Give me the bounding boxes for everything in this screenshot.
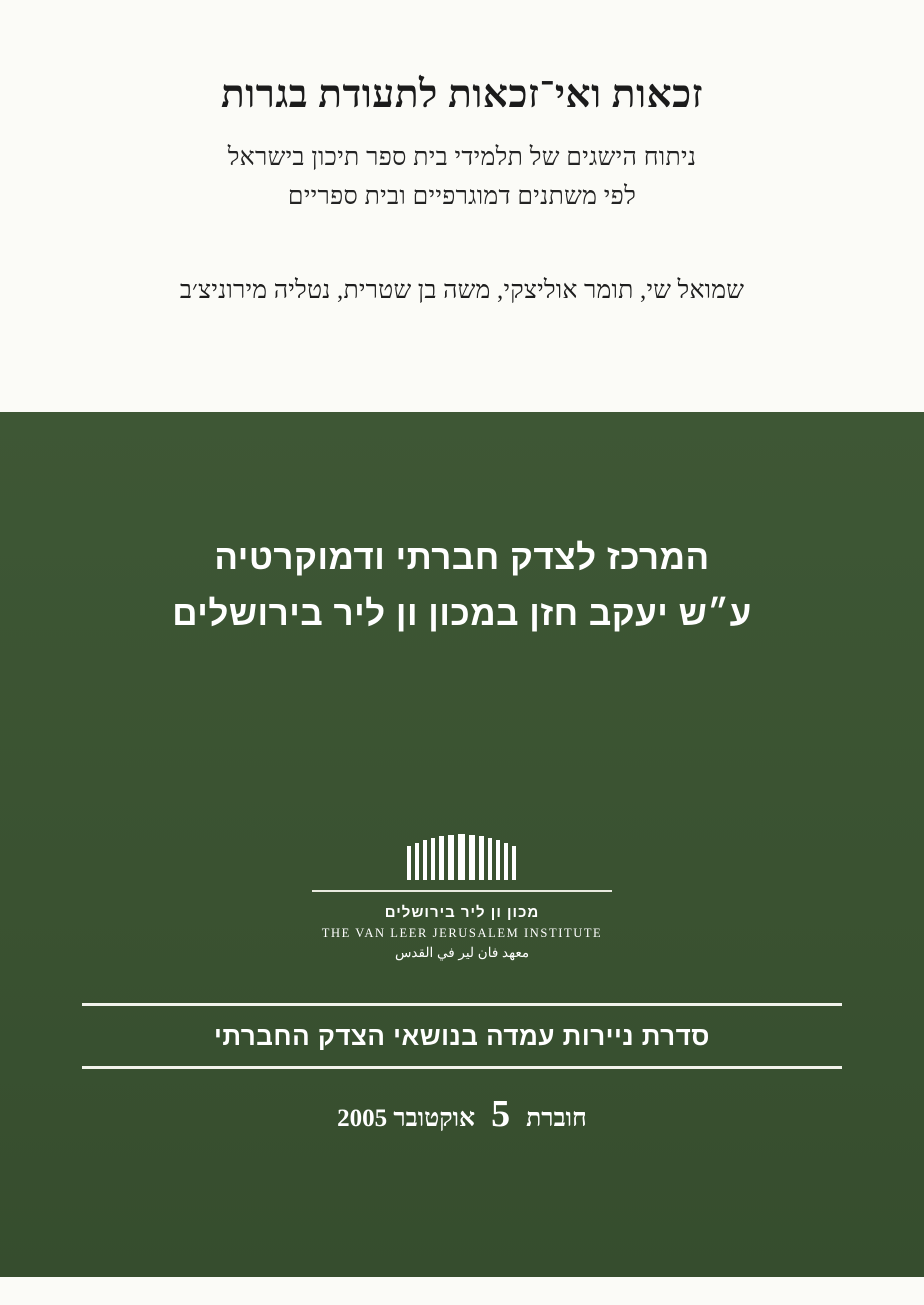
publisher-logo	[312, 832, 612, 961]
series-band	[82, 1003, 842, 1069]
issue-label: חוברת	[526, 1105, 587, 1132]
publisher-line-2: ע״ש יעקב חזן במכון ון ליר בירושלים	[172, 594, 752, 633]
publisher-name	[172, 530, 751, 642]
logo-text-english: THE VAN LEER JERUSALEM INSTITUTE	[321, 926, 603, 940]
logo-text-hebrew: מכון ון ליר בירושלים	[384, 904, 540, 921]
issue-number: 5	[491, 1093, 511, 1135]
authors-line: שמואל שי, תומר אוליצקי, משה בן שטרית, נטליה מירוניצ׳ב	[179, 276, 745, 304]
subtitle-block	[228, 139, 697, 217]
issue-date: אוקטובר 2005	[337, 1105, 476, 1132]
subtitle-line-1: ניתוח הישגים של תלמידי בית ספר תיכון בישראל	[227, 144, 697, 171]
logo-text-arabic: معهد فان لير في القدس	[394, 945, 530, 960]
van-leer-institute-logo-icon	[377, 832, 547, 888]
publisher-panel	[0, 412, 924, 1277]
logo-divider	[312, 890, 612, 892]
publisher-line-1: המרכז לצדק חברתי ודמוקרטיה	[214, 538, 710, 577]
series-rule-bottom	[82, 1066, 842, 1069]
cover-bottom-margin	[0, 1277, 924, 1305]
page-title: זכאות ואי־זכאות לתעודת בגרות	[220, 73, 704, 116]
subtitle-line-2: לפי משתנים דמוגרפיים ובית ספריים	[287, 182, 637, 210]
cover-header	[0, 0, 924, 412]
series-name: סדרת ניירות עמדה בנושאי הצדק החברתי	[214, 1021, 710, 1051]
issue-line	[337, 1095, 587, 1133]
